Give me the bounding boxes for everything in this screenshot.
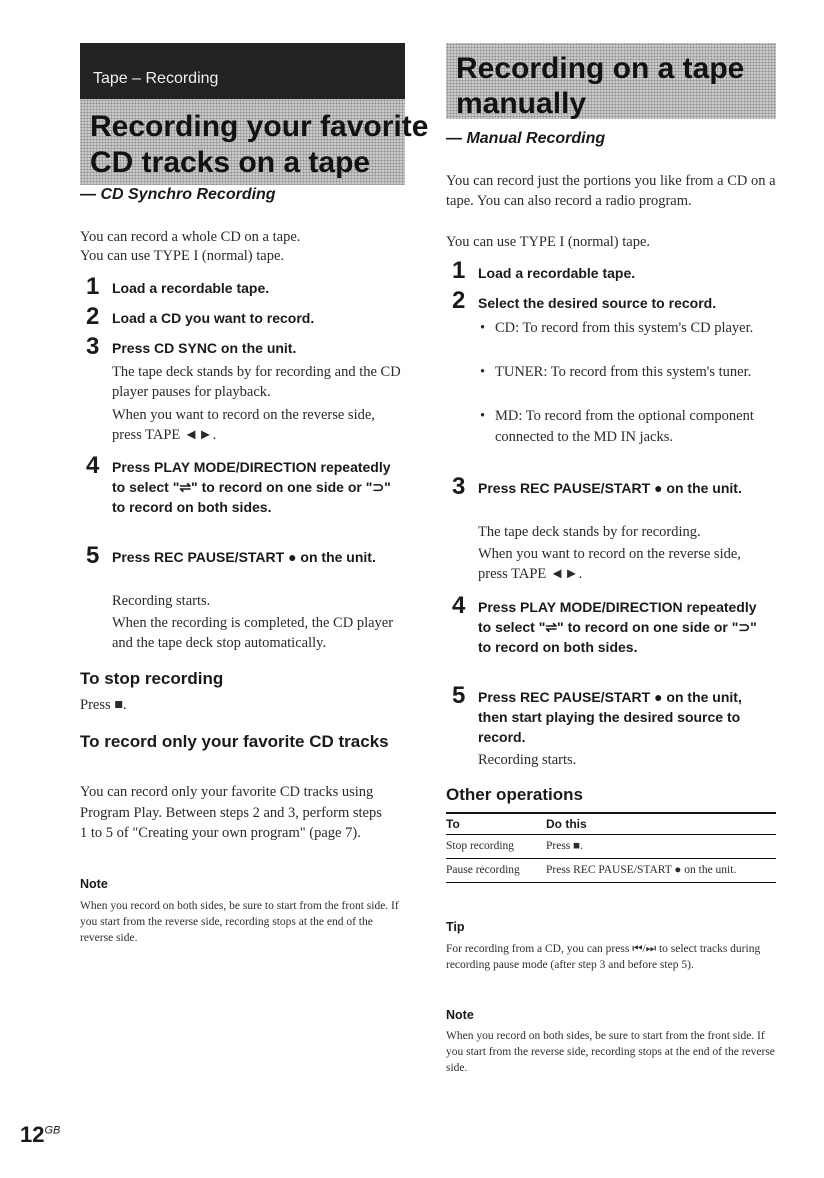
column-header-do-this: Do this [546, 813, 776, 835]
step-instruction: Press PLAY MODE/DIRECTION repeatedly to select "⇌" to record on one side or "⊃" to record on both sides. [478, 599, 757, 655]
left-subtitle: — CD Synchro Recording [80, 186, 276, 203]
left-title-line2: CD tracks on a tape [90, 146, 371, 179]
step-number: 5 [86, 542, 100, 569]
list-item: • MD: To record from the optional component connected to the MD IN jacks. [480, 408, 754, 445]
step-body: When the recording is completed, the CD player and the tape deck stop automatically. [112, 615, 394, 651]
note-text: When you record on both sides, be sure to start from the front side. If you start from the reverse side, recording stops at the end of the reverse side. [80, 900, 399, 944]
step-instruction: Load a recordable tape. [112, 280, 270, 296]
step-number: 4 [452, 592, 466, 619]
note-heading: Note [80, 877, 108, 891]
table-cell: Pause recording [446, 859, 546, 883]
table-row [446, 835, 776, 859]
column-header-to: To [446, 813, 546, 835]
tip-heading: Tip [446, 920, 465, 934]
right-title-line1: Recording on a tape [456, 52, 745, 85]
favorite-tracks-text: You can record only your favorite CD tracks using Program Play. Between steps 2 and 3, perform steps 1 to 5 of "Creating your own program" (page 7). [80, 784, 382, 841]
right-intro: You can record just the portions you like from a CD on a tape. You can also record a radio program. [446, 173, 776, 209]
table-cell: Press ■. [546, 835, 776, 859]
section-header-bar [80, 43, 405, 99]
step-body: Recording starts. [112, 593, 211, 609]
stop-recording-heading: To stop recording [80, 669, 224, 688]
step-instruction: Press REC PAUSE/START ● on the unit. [478, 480, 742, 496]
step-number: 2 [86, 303, 100, 330]
left-intro-line1: You can record a whole CD on a tape. [80, 229, 301, 245]
step-body: The tape deck stands by for recording and the CD player pauses for playback. [112, 364, 401, 400]
list-item: • TUNER: To record from this system's tuner. [480, 364, 752, 380]
other-operations-heading: Other operations [446, 785, 583, 804]
list-item: • CD: To record from this system's CD player. [480, 320, 754, 336]
note-heading: Note [446, 1008, 474, 1022]
step-number: 3 [86, 333, 100, 360]
step-number: 1 [452, 257, 466, 284]
step-instruction: Press CD SYNC on the unit. [112, 340, 297, 356]
right-title-line2: manually [456, 87, 587, 120]
left-intro-line2: You can use TYPE I (normal) tape. [80, 248, 285, 264]
step-number: 2 [452, 287, 466, 314]
table-header-row [446, 813, 776, 835]
step-body: Recording starts. [478, 752, 577, 768]
stop-recording-text: Press ■. [80, 697, 127, 713]
table-row [446, 859, 776, 883]
step-instruction: Select the desired source to record. [478, 295, 717, 311]
step-instruction: Press REC PAUSE/START ● on the unit. [112, 549, 376, 565]
step-instruction: Press PLAY MODE/DIRECTION repeatedly to select "⇌" to record on one side or "⊃" to record on both sides. [112, 459, 391, 515]
step-instruction: Load a CD you want to record. [112, 310, 315, 326]
step-instruction: Load a recordable tape. [478, 265, 636, 281]
step-number: 1 [86, 273, 100, 300]
right-subtitle: — Manual Recording [446, 130, 606, 147]
favorite-tracks-heading: To record only your favorite CD tracks [80, 732, 389, 751]
step-number: 4 [86, 452, 100, 479]
step-body: The tape deck stands by for recording. [478, 524, 701, 540]
step-number: 3 [452, 473, 466, 500]
note-text: When you record on both sides, be sure to start from the front side. If you start from the reverse side, recording stops at the end of the reverse side. [446, 1030, 775, 1074]
table-cell: Press REC PAUSE/START ● on the unit. [546, 859, 776, 883]
right-intro-tape: You can use TYPE I (normal) tape. [446, 234, 651, 250]
operations-table [446, 812, 776, 883]
step-body: When you want to record on the reverse side, press TAPE ◄►. [478, 546, 741, 582]
page-number: $12^{GB}$ [20, 1122, 61, 1147]
section-breadcrumb: Tape – Recording [93, 70, 219, 87]
step-number: 5 [452, 682, 466, 709]
left-title-line1: Recording your favorite [90, 110, 429, 143]
table-cell: Stop recording [446, 835, 546, 859]
step-body: When you want to record on the reverse side, press TAPE ◄►. [112, 407, 375, 443]
tip-text: For recording from a CD, you can press ⏮/⏭ to select tracks during recording pause mode (after step 3 and before step 5). [446, 943, 761, 971]
step-instruction: Press REC PAUSE/START ● on the unit, then start playing the desired source to record. [478, 689, 742, 745]
